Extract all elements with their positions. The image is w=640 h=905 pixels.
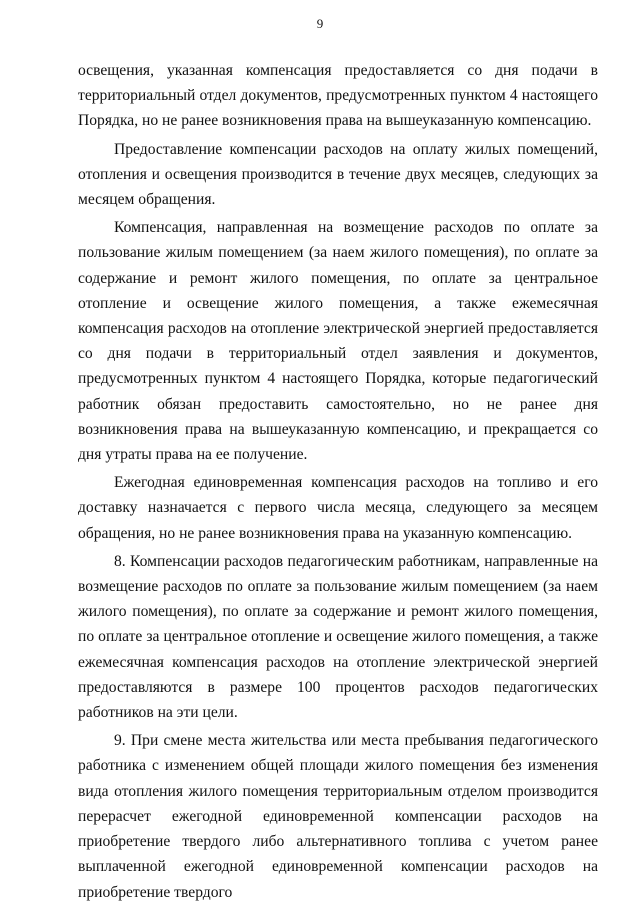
paragraph-annual-fuel: Ежегодная единовременная компенсация расходов на топливо и его доставку назначается с первого числа месяца, следующего за месяцем обращения, но не ранее возникновения права на указанную компенсацию. xyxy=(78,474,598,542)
paragraph-continuation: освещения, указанная компенсация предоставляется со дня подачи в территориальный отдел документов, предусмотренных пунктом 4 настоящего Порядка, но не ранее возникновения права на вышеуказанную компенсацию. xyxy=(78,62,598,130)
paragraph-provision-term: Предоставление компенсации расходов на оплату жилых помещений, отопления и освещения производится в течение двух месяцев, следующих за месяцем обращения. xyxy=(78,140,598,209)
paragraph-item-8: 8. Компенсации расходов педагогическим работникам, направленные на возмещение расходов по оплате за пользование жилым помещением (за наем жилого помещения), по оплате за содержание и ремонт жилого помещения, по оплате за центральное отопление и освещение жилого помещения, а также ежемесячная компенсация расходов на отопление электрической энергией предоставляются в размере 100 процентов расходов педагогических работников на эти цели. xyxy=(78,552,598,722)
paragraph-item-9: 9. При смене места жительства или места пребывания педагогического работника с изменением общей площади жилого помещения без изменения вида отопления жилого помещения территориальным отделом производится перерасчет ежегодной единовременной компенсации расходов на приобретение твердого либо альтернативного топлива с учетом ранее выплаченной ежегодной единовременной компенсации расходов на приобретение твердого xyxy=(78,732,598,901)
page-number: 9 xyxy=(316,16,324,31)
document-body xyxy=(78,58,598,905)
paragraph-compensation-start: Компенсация, направленная на возмещение расходов по оплате за пользование жилым помещением (за наем жилого помещения), по оплате за содержание и ремонт жилого помещения, по оплате за центральное отопление и освещение жилого помещения, а также ежемесячная компенсация расходов на отопление электрической энергией предоставляется со дня подачи в территориальный отдел заявления и документов, предусмотренных пунктом 4 настоящего Порядка, которые педагогический работник обязан предоставить самостоятельно, но не ранее дня возникновения права на вышеуказанную компенсацию, и прекращается со дня утраты права на ее получение. xyxy=(78,219,598,464)
